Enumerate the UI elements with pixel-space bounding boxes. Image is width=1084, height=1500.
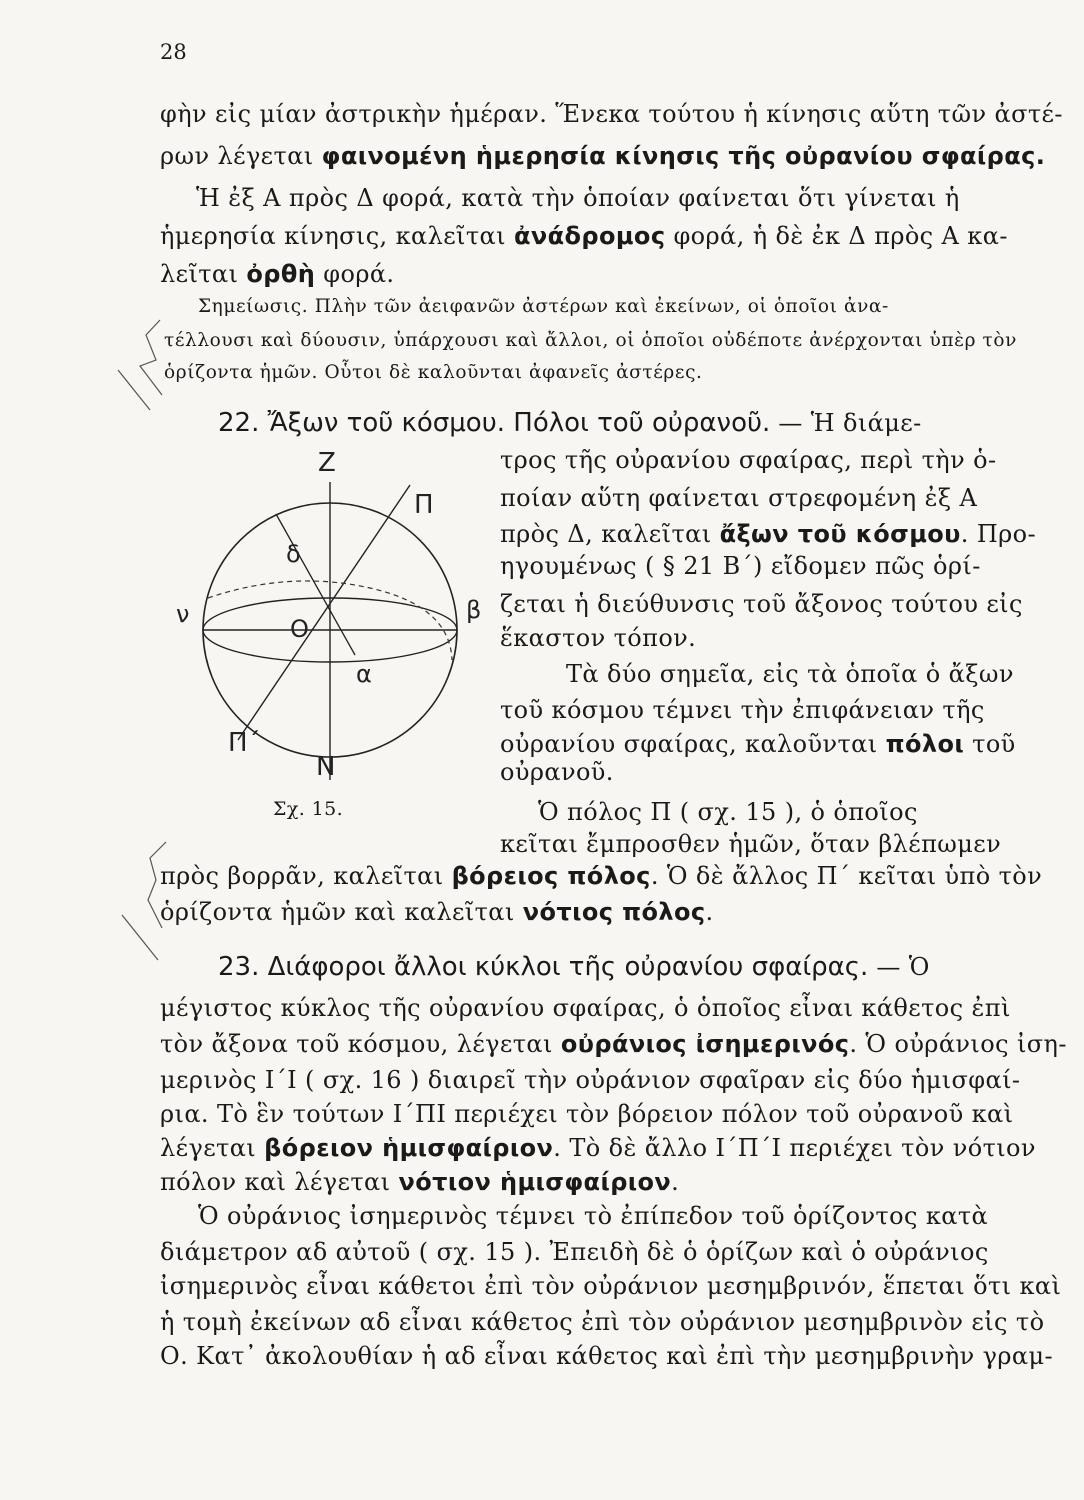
term-celestial-equator: οὐράνιος ἰσημερινός [560, 1030, 850, 1058]
s22-line13: πρὸς βορρᾶν, καλεῖται βόρειος πόλος. Ὁ δὲ ἄλλος Π΄ κεῖται ὑπὸ τὸν [160, 862, 1043, 890]
section-23-heading: 23. Διάφοροι ἄλλοι κύκλοι τῆς οὐρανίου σφαίρας. — Ὁ [218, 952, 930, 982]
s23-line1: μέγιστος κύκλος τῆς οὐρανίου σφαίρας, ὁ ὁποῖος εἶναι κάθετος ἐπὶ [160, 994, 1011, 1022]
s22-line10: οὐρανοῦ. [500, 758, 614, 786]
para1-line2: ρων λέγεται φαινομένη ἡμερησία κίνησις τῆς οὐρανίου σφαίρας. [160, 142, 1046, 170]
figure-caption: Σχ. 15. [273, 798, 344, 820]
term-south-pole: νότιος πόλος [522, 898, 706, 926]
s23-line4: ρια. Τὸ ἓν τούτων Ι΄ΠΙ περιέχει τὸν βόρειον πόλον τοῦ οὐρανοῦ καὶ [160, 1100, 1014, 1128]
note-line1: Σημείωσις. Πλὴν τῶν ἀειφανῶν ἀστέρων καὶ ἐκείνων, οἱ ὁποῖοι ἀνα- [198, 296, 889, 317]
page-number: 28 [160, 40, 187, 64]
term-world-axis: ἄξων τοῦ κόσμου [719, 520, 961, 548]
s22-line7: Τὰ δύο σημεῖα, εἰς τὰ ὁποῖα ὁ ἄξων [566, 660, 1014, 688]
para1-line5: λεῖται ὀρθὴ φορά. [160, 260, 395, 288]
s23-p2-line1: Ὁ οὐράνιος ἰσημερινὸς τέμνει τὸ ἐπίπεδον τοῦ ὁρίζοντος κατὰ [198, 1202, 989, 1230]
s22-line5: ζεται ἡ διεύθυνσις τοῦ ἄξονος τούτου εἰς [500, 590, 1023, 618]
s22-line8: τοῦ κόσμου τέμνει τὴν ἐπιφάνειαν τῆς [500, 696, 985, 724]
s23-line6: πόλον καὶ λέγεται νότιον ἡμισφαίριον. [160, 1168, 680, 1196]
term-northern-hemisphere: βόρειον ἡμισφαίριον [264, 1134, 554, 1162]
s23-p2-line4: ἡ τομὴ ἐκείνων αδ εἶναι κάθετος ἐπὶ τὸν οὐράνιον μεσημβρινὸν εἰς τὸ [160, 1308, 1045, 1336]
fig-label-O: O [290, 615, 309, 643]
para1-line1: φὴν εἰς μίαν ἀστρικὴν ἡμέραν. Ἕνεκα τούτου ἡ κίνησις αὕτη τῶν ἀστέ- [160, 100, 1063, 128]
para1-line3: Ἡ ἐξ Α πρὸς Δ φορά, κατὰ τὴν ὁποίαν φαίνεται ὅτι γίνεται ἡ [196, 184, 960, 212]
s23-p2-line3: ἰσημερινὸς εἶναι κάθετοι ἐπὶ τὸν οὐράνιον μεσημβρινόν, ἕπεται ὅτι καὶ [160, 1272, 1062, 1300]
fig-label-P: Π [414, 490, 434, 520]
s22-line12: κεῖται ἔμπροσθεν ἡμῶν, ὅταν βλέπωμεν [500, 830, 1002, 858]
fig-label-alpha: α [356, 660, 372, 688]
fig-label-Z: Z [318, 448, 336, 478]
s22-line9: οὐρανίου σφαίρας, καλοῦνται πόλοι τοῦ [500, 730, 1016, 758]
s22-line11: Ὁ πόλος Π ( σχ. 15 ), ὁ ὁποῖος [538, 798, 918, 826]
s23-line2: τὸν ἄξονα τοῦ κόσμου, λέγεται οὐράνιος ἰσημερινός. Ὁ οὐράνιος ἰση- [160, 1030, 1067, 1058]
fig-label-N: N [316, 752, 336, 782]
s22-line3: πρὸς Δ, καλεῖται ἄξων τοῦ κόσμου. Προ- [500, 520, 1037, 548]
fig-label-delta: δ [286, 540, 301, 568]
s22-line2: ποίαν αὕτη φαίνεται στρεφομένη ἐξ Α [500, 484, 978, 512]
s22-line4: ηγουμένως ( § 21 Β΄) εἴδομεν πῶς ὁρί- [500, 552, 981, 580]
term-apparent-daily-motion: φαινομένη ἡμερησία κίνησις τῆς οὐρανίου σφαίρας. [321, 142, 1046, 170]
para1-line4: ἡμερησία κίνησις, καλεῖται ἀνάδρομος φορά, ἡ δὲ ἐκ Δ πρὸς Α κα- [160, 222, 1008, 250]
note-line2: τέλλουσι καὶ δύουσιν, ὑπάρχουσι καὶ ἄλλοι, οἱ ὁποῖοι οὐδέποτε ἀνέρχονται ὑπὲρ τὸν [164, 330, 1017, 351]
figure-15-celestial-sphere [180, 470, 520, 810]
fig-label-P2: Π΄ [228, 728, 261, 758]
s23-line3: μερινὸς Ι΄Ι ( σχ. 16 ) διαιρεῖ τὴν οὐράνιον σφαῖραν εἰς δύο ἡμισφαί- [160, 1066, 1021, 1094]
s22-line6: ἕκαστον τόπον. [500, 624, 697, 652]
s23-line5: λέγεται βόρειον ἡμισφαίριον. Τὸ δὲ ἄλλο Ι΄Π΄Ι περιέχει τὸν νότιον [160, 1134, 1036, 1162]
section-22-heading: 22. Ἄξων τοῦ κόσμου. Πόλοι τοῦ οὐρανοῦ. — Ἡ διάμε- [218, 408, 922, 438]
fig-label-beta: β [466, 596, 482, 624]
s22-line14: ὁρίζοντα ἡμῶν καὶ καλεῖται νότιος πόλος. [160, 898, 714, 926]
note-line3: ὁρίζοντα ἡμῶν. Οὗτοι δὲ καλοῦνται ἀφανεῖς ἀστέρες. [164, 362, 703, 383]
term-southern-hemisphere: νότιον ἡμισφαίριον [398, 1168, 672, 1196]
s23-p2-line2: διάμετρον αδ αὐτοῦ ( σχ. 15 ). Ἐπειδὴ δὲ ὁ ὁρίζων καὶ ὁ οὐράνιος [160, 1238, 989, 1266]
fig-label-nu: ν [176, 600, 190, 628]
s23-p2-line5: Ο. Κατ᾽ ἀκολουθίαν ἡ αδ εἶναι κάθετος καὶ ἐπὶ τὴν μεσημβρινὴν γραμ- [160, 1342, 1053, 1370]
term-north-pole: βόρειος πόλος [451, 862, 651, 890]
s22-line1: τρος τῆς οὐρανίου σφαίρας, περὶ τὴν ὁ- [500, 446, 997, 474]
